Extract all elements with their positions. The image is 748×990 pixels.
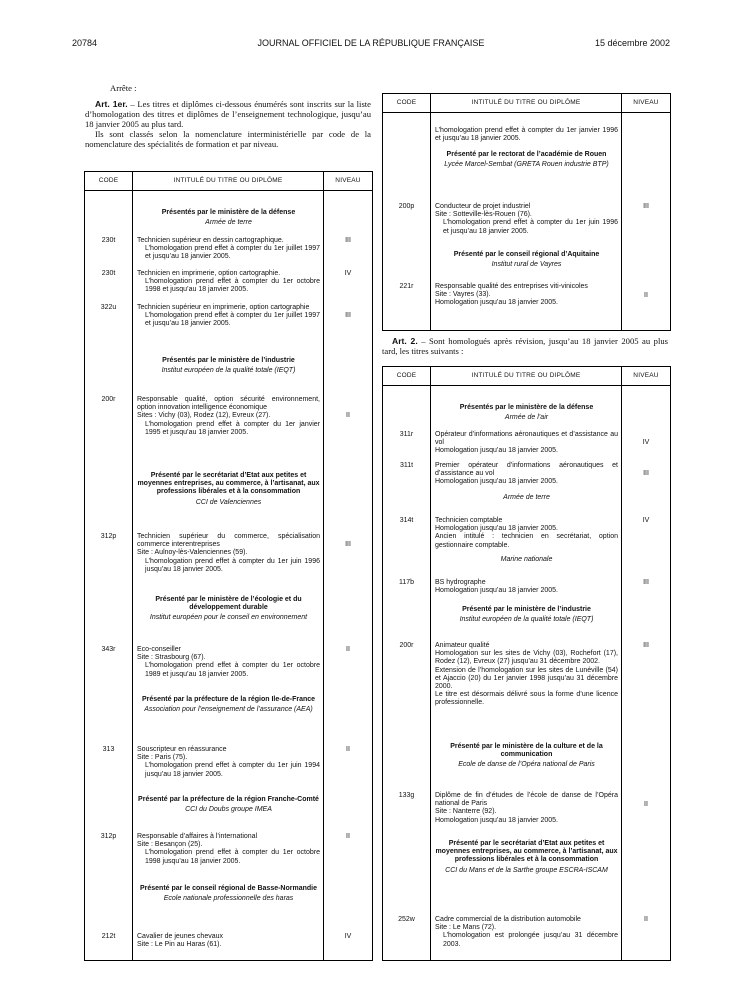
section-heading: Présenté par le ministère de l’écologie et du développement durable Institut européen pour le conseil en environnement (149, 596, 308, 622)
section-subheading: Armée de terre (503, 494, 550, 501)
article-1: Art. 1er. – Les titres et diplômes ci-dessous énumérés sont inscrits sur la liste d’homologation des titres et diplômes de l’enseignement technologique, jusqu’au 18 janvier 2005 au plus tard. (85, 99, 371, 129)
table-2: CODE INTITULÉ DU TITRE OU DIPLÔME NIVEAU L’homologation prend effet à compter du 1er janvier 1996 et jusqu’au 18 janvier 2005. Présenté par le rectorat de l’académie de Rouen Lycée Marcel-Sembat (GRETA Rouen industrie BTP) 200p Conducteur de projet industriel Site : Sotteville-lès-Rouen (76). L’homologation prend effet à compter du 1er juin 1996 et jusqu’au 18 janvier 2005. III Présenté par le conseil régional d’Aquitaine Institut rural de Vayres 221r Responsable qualité des entreprises viti-vinicoles Site : Vayres (33). Homologation jusqu’au 18 janvier 2005. II (382, 93, 671, 331)
intro-text (85, 83, 371, 149)
page-number: 20784 (72, 38, 98, 48)
section-heading: Présenté par le conseil régional d’Aquitaine Institut rural de Vayres (453, 251, 600, 269)
article-1-paragraph-2: Ils sont classés selon la nomenclature interministérielle par code de la nomenclature des spécialités de formation et par niveau. (85, 129, 371, 149)
section-heading: Présenté par le ministère de l’industrie Institut européen de la qualité totale (IEQT) (459, 606, 594, 624)
section-heading: Présentés par le ministère de la défense Armée de l’air (459, 404, 594, 422)
journal-title: JOURNAL OFFICIEL DE LA RÉPUBLIQUE FRANÇAISE (257, 38, 485, 48)
table-header: CODE INTITULÉ DU TITRE OU DIPLÔME NIVEAU (383, 367, 670, 386)
table-header: CODE INTITULÉ DU TITRE OU DIPLÔME NIVEAU (383, 94, 670, 113)
table-1: CODE INTITULÉ DU TITRE OU DIPLÔME NIVEAU Présentés par le ministère de la défense Armée de terre 230t Technicien supérieur en dessin cartographique. L’homologation prend effet à compter du 1er juillet 1997 et jusqu’au 18 janvier 2005. III 230t Technicien en imprimerie, option cartographie. L’homologation prend effet à compter du 1er octobre 1998 et jusqu’au 18 janvier 2005. IV 322u Technicien supérieur en imprimerie, option cartographie L’homologation prend effet à compter du 1er juillet 1997 et jusqu’au 18 janvier 2005. III Présentés par le ministère de l’industrie Institut européen de la qualité totale (IEQT) 200r Responsable qualité, option sécurité environnement, option innovation intelligence économique Sites : Vichy (03), Rodez (12), Evreux (27). L’homologation prend effet à compter du 1er janvier 1995 et jusqu’au 18 janvier 2005. II Présenté par le secrétariat d’Etat aux petites et moyennes entreprises, au commerce, à l’artisanat, aux professions libérales et à la consommation CCI de Valenciennes 312p Technicien supérieur du commerce, spécialisation commerce interentreprises Site : Aulnoy-lès-Valenciennes (59). L’homologation prend effet à compter du 1er juin 1996 jusqu’au 18 janvier 2005. III Présenté par le ministère de l’écologie et du développement durable Institut européen pour le conseil en environnement 343r Eco-conseiller Site : Strasbourg (67). L’homologation prend effet à compter du 1er octobre 1989 et jusqu’au 18 janvier 2005. II Présenté par la préfecture de la région Ile-de-France Association pour l’enseignement de l’assurance (AEA) 313 Souscripteur en réassurance Site : Paris (75). L’homologation prend effet à compter du 1er juin 1994 jusqu’au 18 janvier 2005. II Présenté par la préfecture de la région Franche-Comté CCI du Doubs groupe IMEA 312p Responsable d’affaires à l’international Site : Besançon (25). L’homologation prend effet à compter du 1er octobre 1998 jusqu’au 18 janvier 2005. II Présenté par le conseil régional de Basse-Normandie Ecole nationale professionnelle des haras 212t Cavalier de jeunes chevaux Site : Le Pin au Haras (61). IV (84, 171, 373, 961)
page-header (72, 38, 670, 52)
table-3: CODE INTITULÉ DU TITRE OU DIPLÔME NIVEAU Présentés par le ministère de la défense Armée de l’air 311r Opérateur d’informations aéronautiques et d’assistance au vol Homologation jusqu’au 18 janvier 2005. IV 311t Premier opérateur d’informations aéronautiques et d’assistance au vol Homologation jusqu’au 18 janvier 2005. III Armée de terre 314t Technicien comptable Homologation jusqu’au 18 janvier 2005. Ancien intitulé : technicien en secrétariat, option gestionnaire comptable. IV Marine nationale 117b BS hydrographe Homologation jusqu’au 18 janvier 2005. III Présenté par le ministère de l’industrie Institut européen de la qualité totale (IEQT) 200r Animateur qualité Homologation sur les sites de Vichy (03), Rochefort (17), Rodez (12), Evreux (27) jusqu’au 31 décembre 2002. Extension de l’homologation sur les sites de Lunéville (54) et Ajaccio (20) du 1er janvier 1998 jusqu’au 31 décembre 2000. Le titre est désormais délivré sous la forme d’une licence professionnelle. III Présenté par le ministère de la culture et de la communication Ecole de danse de l’Opéra national de Paris 133g Diplôme de fin d’études de l’école de danse de l’Opéra national de Paris Site : Nanterre (92). Homologation jusqu’au 18 janvier 2005. II Présenté par le secrétariat d’Etat aux petites et moyennes entreprises, au commerce, à l’artisanat, aux professions libérales et à la consommation CCI du Mans et de la Sarthe groupe ESCRA-ISCAM 252w Cadre commercial de la distribution automobile Site : Le Mans (72). L’homologation est prolongée jusqu’au 31 décembre 2003. II (382, 366, 671, 961)
section-subheading: Marine nationale (500, 556, 553, 563)
section-heading: Présenté par le conseil régional de Basse-Normandie Ecole nationale professionnelle des haras (139, 885, 317, 903)
section-heading: Présentés par le ministère de l’industrie Institut européen de la qualité totale (IEQT) (161, 357, 296, 375)
section-heading: Présenté par la préfecture de la région Franche-Comté CCI du Doubs groupe IMEA (138, 796, 319, 814)
section-heading: Présenté par la préfecture de la région Ile-de-France Association pour l’enseignement de l’assurance (AEA) (141, 696, 316, 714)
section-heading: Présenté par le rectorat de l’académie de Rouen Lycée Marcel-Sembat (GRETA Rouen industrie BTP) (444, 151, 609, 169)
table-header: CODE INTITULÉ DU TITRE OU DIPLÔME NIVEAU (85, 172, 372, 191)
section-heading: Présenté par le secrétariat d’Etat aux petites et moyennes entreprises, au commerce, à l’artisanat, aux professions libérales et à la consommation CCI de Valenciennes (137, 472, 320, 506)
article-2: Art. 2. – Sont homologués après révision, jusqu’au 18 janvier 2005 au plus tard, les titres suivants : (382, 336, 668, 356)
section-heading: Présenté par le secrétariat d’Etat aux petites et moyennes entreprises, au commerce, à l’artisanat, aux professions libérales et à la consommation CCI du Mans et de la Sarthe groupe ESCRA-ISCAM (435, 840, 618, 874)
section-heading: Présentés par le ministère de la défense Armée de terre (161, 209, 296, 227)
publication-date: 15 décembre 2002 (594, 38, 670, 48)
section-heading: Présenté par le ministère de la culture et de la communication Ecole de danse de l’Opéra national de Paris (450, 743, 603, 769)
arrete: Arrête : (110, 83, 137, 93)
